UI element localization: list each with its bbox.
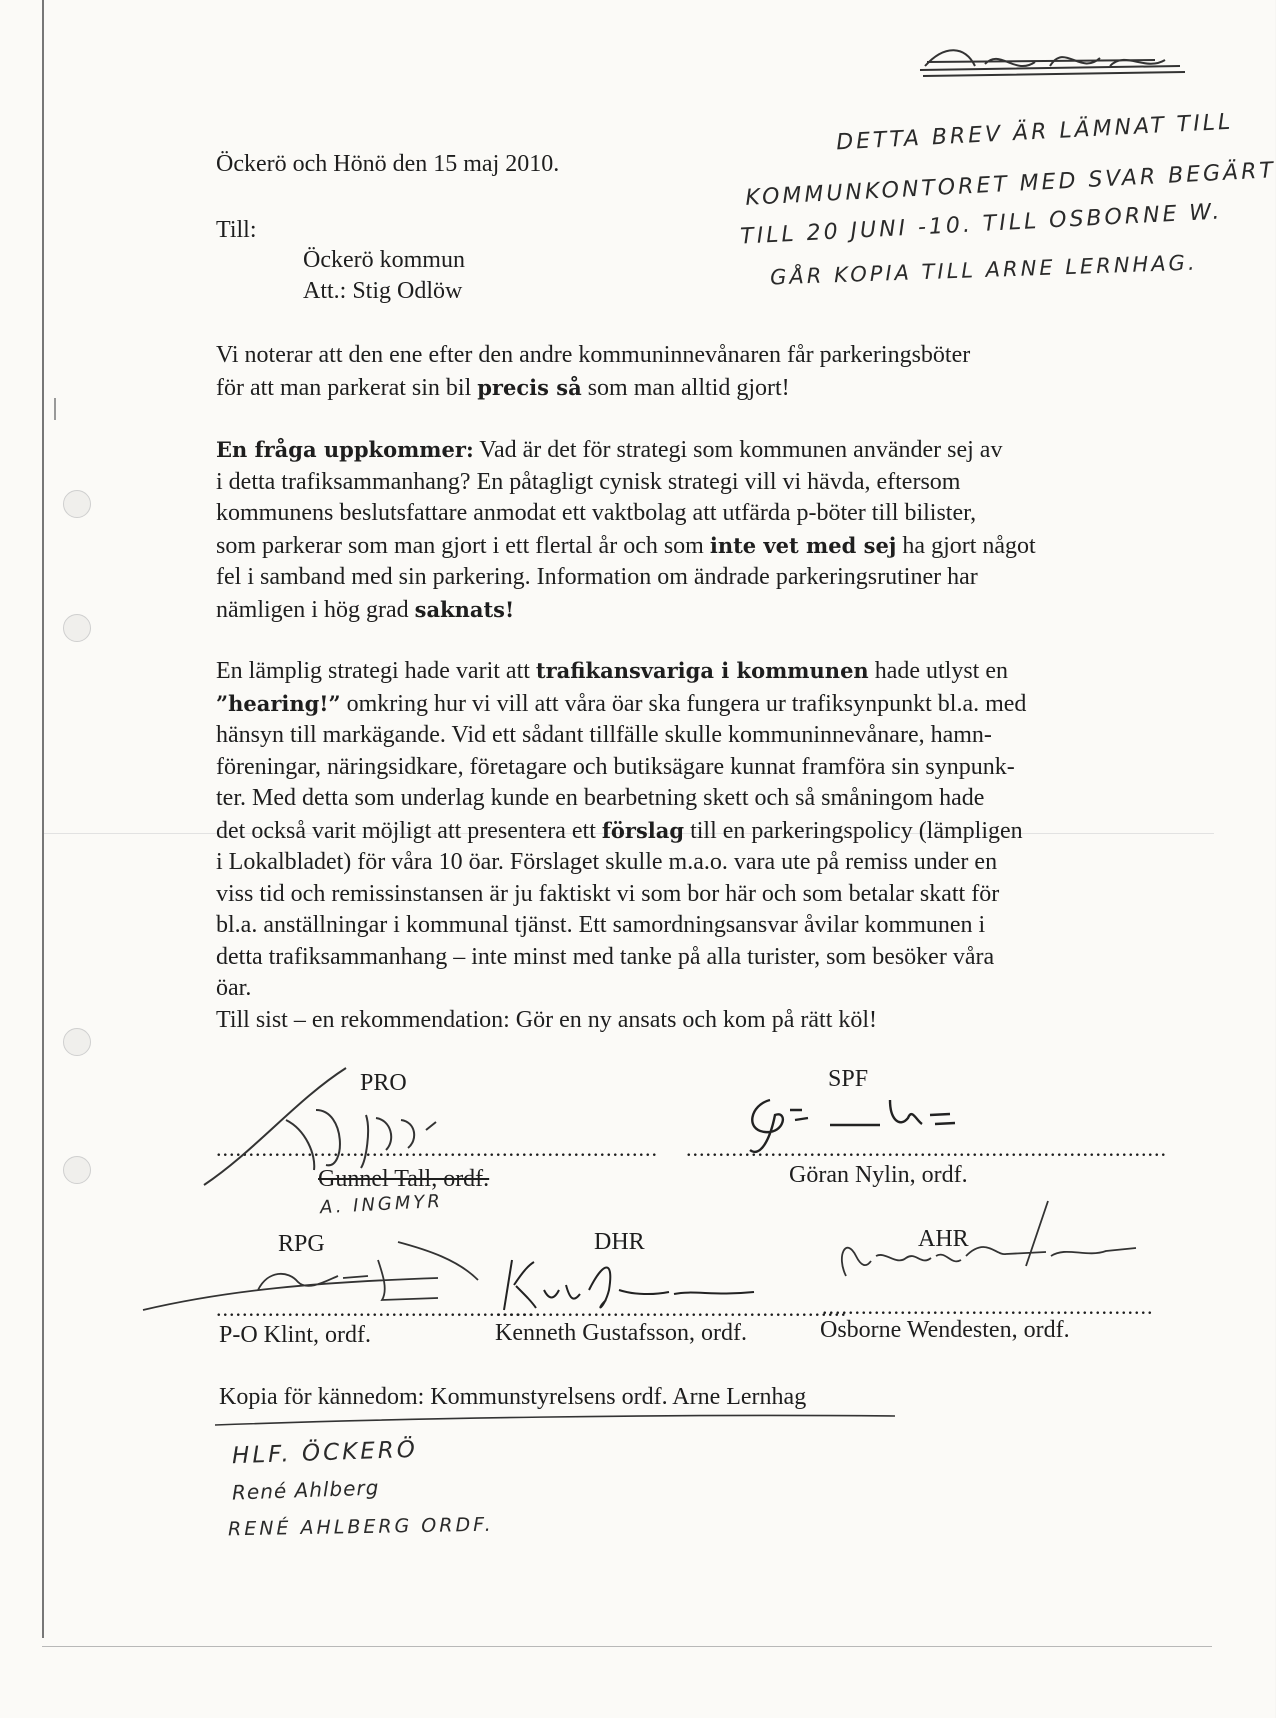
signatory-name-dhr: Kenneth Gustafsson, ordf. — [495, 1320, 747, 1346]
handwritten-note-line: KOMMUNKONTORET MED SVAR BEGÄRT — [744, 158, 1276, 211]
punch-hole — [63, 1028, 91, 1056]
underline-stroke — [210, 1410, 900, 1430]
handwritten-name-pro: A. INGMYR — [319, 1190, 444, 1219]
signature-line: ...................................................... — [496, 1296, 847, 1321]
signatory-name-pro: Gunnel Tall, ordf. — [318, 1166, 490, 1192]
text-line: i Lokalbladet) för våra 10 öar. Förslaget skulle m.a.o. vara ute på remiss under en — [216, 849, 998, 875]
text-line: hänsyn till markägande. Vid ett sådant tillfälle skulle kommuninnevånare, hamn- — [216, 722, 992, 748]
handwritten-name: RENÉ AHLBERG ORDF. — [227, 1513, 494, 1541]
punch-hole — [63, 1156, 91, 1184]
to-label: Till: — [216, 217, 257, 243]
copy-notice: Kopia för kännedom: Kommunstyrelsens ordf. Arne Lernhag — [219, 1384, 807, 1410]
crossed-out-scribble — [915, 36, 1190, 92]
paragraph-2 — [216, 434, 1036, 626]
signature-line: ................................................. — [216, 1296, 535, 1321]
margin-rule — [42, 0, 44, 1638]
text-line: Till sist – en rekommendation: Gör en ny ansats och kom på rätt köl! — [216, 1006, 878, 1033]
signature-line: ................................................... — [822, 1294, 1154, 1319]
handwritten-note-line: DETTA BREV ÄR LÄMNAT TILL — [835, 109, 1234, 156]
org-label-pro: PRO — [360, 1070, 407, 1096]
punch-hole — [63, 614, 91, 642]
text-line: kommunens beslutsfattare anmodat ett vaktbolag att utfärda p-böter till bilister, — [216, 500, 977, 526]
text-line: som parkerar som man gjort i ett flertal år och som inte vet med sej ha gjort något — [216, 532, 1036, 559]
text-line: i detta trafiksammanhang? En påtagligt cynisk strategi vill vi hävda, eftersom — [216, 468, 961, 495]
signature-line: .......................................................................... — [686, 1136, 1167, 1161]
handwritten-org: HLF. ÖCKERÖ — [231, 1436, 419, 1470]
handwritten-note-line: GÅR KOPIA TILL ARNE LERNHAG. — [769, 250, 1198, 290]
signatory-name-ahr: Osborne Wendesten, ordf. — [820, 1317, 1070, 1343]
text-line: fel i samband med sin parkering. Information om ändrade parkeringsrutiner har — [216, 564, 978, 590]
signatory-name-rpg: P-O Klint, ordf. — [219, 1322, 371, 1348]
org-label-spf: SPF — [828, 1066, 869, 1092]
signature-spf — [740, 1080, 980, 1160]
paragraph-3 — [216, 655, 1026, 1036]
org-label-rpg: RPG — [278, 1231, 325, 1257]
signature-rpg — [138, 1220, 535, 1321]
org-label-dhr: DHR — [594, 1229, 645, 1255]
text-line: Vi noterar att den ene efter den andre kommuninnevånaren får parkeringsböter — [216, 342, 971, 368]
signature-dhr — [494, 1250, 774, 1320]
text-line: En lämplig strategi hade varit att trafikansvariga i kommunen hade utlyst en — [216, 658, 1009, 684]
question-lead: En fråga uppkommer: — [216, 437, 474, 462]
place-date: Öckerö och Hönö den 15 maj 2010. — [216, 151, 560, 177]
signature-ahr — [826, 1196, 1146, 1306]
handwritten-signature: René Ahlberg — [231, 1475, 380, 1505]
attention-line: Att.: Stig Odlöw — [303, 278, 463, 304]
org-label-ahr: AHR — [918, 1226, 969, 1252]
text-line: föreningar, näringsidkare, företagare och butiksägare kunnat framföra sin synpunk- — [216, 753, 1015, 780]
paragraph-1 — [216, 340, 970, 404]
text-line: viss tid och remissinstansen är ju faktiskt vi som bor här och som betalar skatt för — [216, 880, 1000, 907]
text-line: bl.a. anställningar i kommunal tjänst. Ett samordningsansvar åvilar kommunen i — [216, 912, 986, 938]
text-line: för att man parkerat sin bil precis så som man alltid gjort! — [216, 374, 790, 401]
signature-line: .................................................................... — [216, 1136, 658, 1161]
punch-hole — [63, 490, 91, 518]
handwritten-note-line: TILL 20 JUNI -10. TILL OSBORNE W. — [739, 199, 1223, 250]
text-line: nämligen i hög grad saknats! — [216, 596, 515, 623]
text-line: ter. Med detta som underlag kunde en bearbetning skett och så småningom hade — [216, 785, 985, 811]
recipient: Öckerö kommun — [303, 247, 465, 273]
text-line: det också varit möjligt att presentera ett förslag till en parkeringspolicy (lämpligen — [216, 817, 1023, 844]
text-line: En fråga uppkommer: Vad är det för strategi som kommunen använder sej av — [216, 437, 1003, 463]
signatory-name-spf: Göran Nylin, ordf. — [789, 1162, 968, 1188]
text-line: ”hearing!” omkring hur vi vill att våra öar ska fungera ur trafiksynpunkt bl.a. med — [216, 690, 1027, 717]
text-line: öar. — [216, 975, 252, 1001]
text-line: detta trafiksammanhang – inte minst med tanke på alla turister, som besöker våra — [216, 943, 995, 970]
bottom-rule — [42, 1646, 1212, 1647]
margin-mark — [54, 398, 56, 420]
